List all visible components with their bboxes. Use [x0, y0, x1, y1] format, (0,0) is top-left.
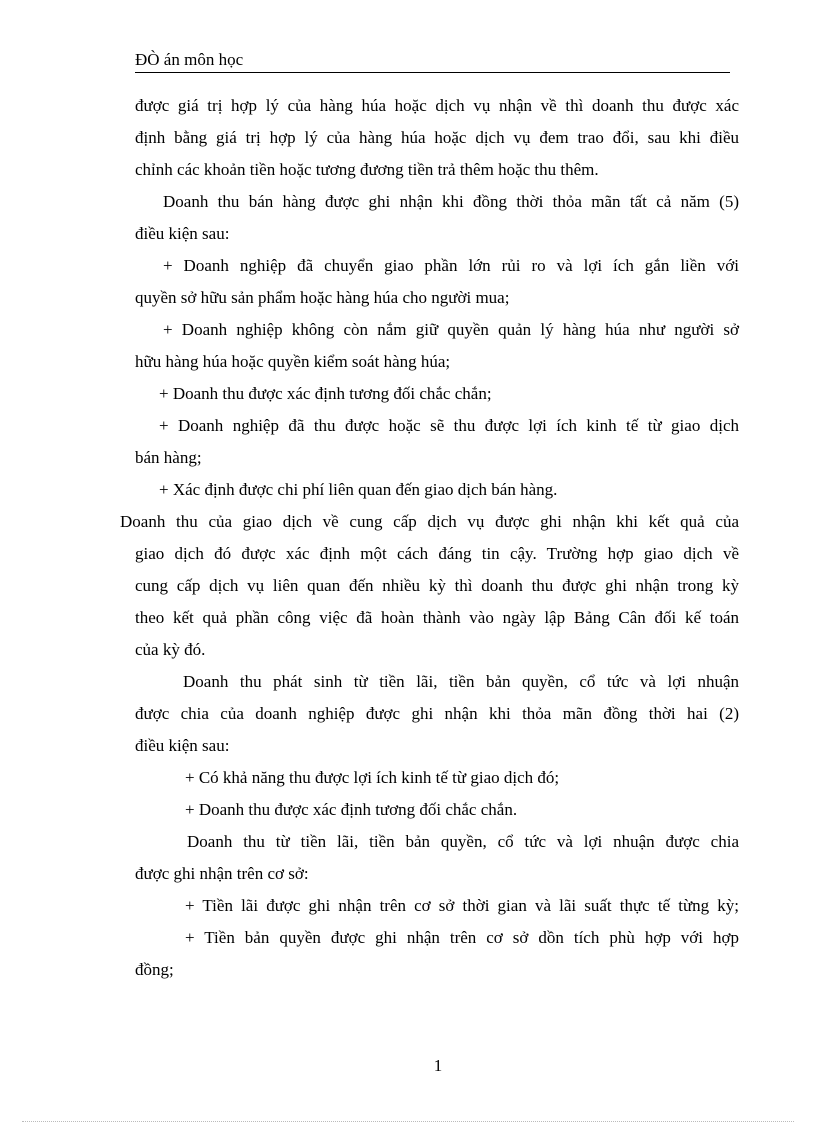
text-line: Doanh thu của giao dịch về cung cấp dịch vụ được ghi nhận khi kết quả của: [120, 512, 739, 531]
text-line: chỉnh các khoản tiền hoặc tương đương tiền trả thêm hoặc thu thêm.: [135, 160, 599, 179]
text-line: + Tiền lãi được ghi nhận trên cơ sở thời gian và lãi suất thực tế từng kỳ;: [185, 896, 739, 915]
page-header: [135, 50, 730, 73]
text-line: + Xác định được chi phí liên quan đến giao dịch bán hàng.: [159, 480, 558, 499]
text-line: + Doanh nghiệp đã thu được hoặc sẽ thu được lợi ích kinh tế từ giao dịch: [159, 416, 739, 435]
text-line: đồng;: [135, 960, 174, 979]
text-line: theo kết quả phần công việc đã hoàn thành vào ngày lập Bảng Cân đối kế toán: [135, 608, 739, 627]
text-line: + Có khả năng thu được lợi ích kinh tế từ giao dịch đó;: [185, 768, 560, 787]
header-title: ĐÒ án môn học: [135, 50, 244, 69]
document-body: [120, 90, 739, 986]
text-line: hữu hàng húa hoặc quyền kiểm soát hàng húa;: [135, 352, 451, 371]
text-line: điều kiện sau:: [135, 736, 230, 755]
text-line: được ghi nhận trên cơ sở:: [135, 864, 309, 883]
text-line: của kỳ đó.: [135, 640, 206, 659]
text-line: + Doanh thu được xác định tương đối chắc chắn;: [159, 384, 492, 403]
text-line: bán hàng;: [135, 448, 202, 467]
text-line: cung cấp dịch vụ liên quan đến nhiều kỳ thì doanh thu được ghi nhận trong kỳ: [135, 576, 739, 595]
text-line: Doanh thu bán hàng được ghi nhận khi đồng thời thỏa mãn tất cả năm (5): [163, 192, 739, 211]
text-line: được giá trị hợp lý của hàng húa hoặc dịch vụ nhận về thì doanh thu được xác: [135, 96, 739, 115]
text-line: + Tiền bản quyền được ghi nhận trên cơ sở dồn tích phù hợp với hợp: [185, 928, 739, 947]
text-line: điều kiện sau:: [135, 224, 230, 243]
page-divider: [22, 1121, 794, 1122]
text-line: giao dịch đó được xác định một cách đáng tin cậy. Trường hợp giao dịch về: [135, 544, 739, 563]
text-line: quyền sở hữu sản phẩm hoặc hàng húa cho người mua;: [135, 288, 510, 307]
text-line: Doanh thu phát sinh từ tiền lãi, tiền bản quyền, cổ tức và lợi nhuận: [183, 672, 739, 691]
text-line: Doanh thu từ tiền lãi, tiền bản quyền, cổ tức và lợi nhuận được chia: [187, 832, 739, 851]
text-line: + Doanh nghiệp không còn nắm giữ quyền quản lý hàng húa như người sở: [163, 320, 739, 339]
page-number: 1: [433, 1056, 443, 1075]
text-line: + Doanh nghiệp đã chuyển giao phần lớn rủi ro và lợi ích gắn liền với: [163, 256, 739, 275]
text-line: định bằng giá trị hợp lý của hàng húa hoặc dịch vụ đem trao đổi, sau khi điều: [135, 128, 739, 147]
text-line: được chia của doanh nghiệp được ghi nhận khi thỏa mãn đồng thời hai (2): [135, 704, 739, 723]
text-line: + Doanh thu được xác định tương đối chắc chắn.: [185, 800, 518, 819]
